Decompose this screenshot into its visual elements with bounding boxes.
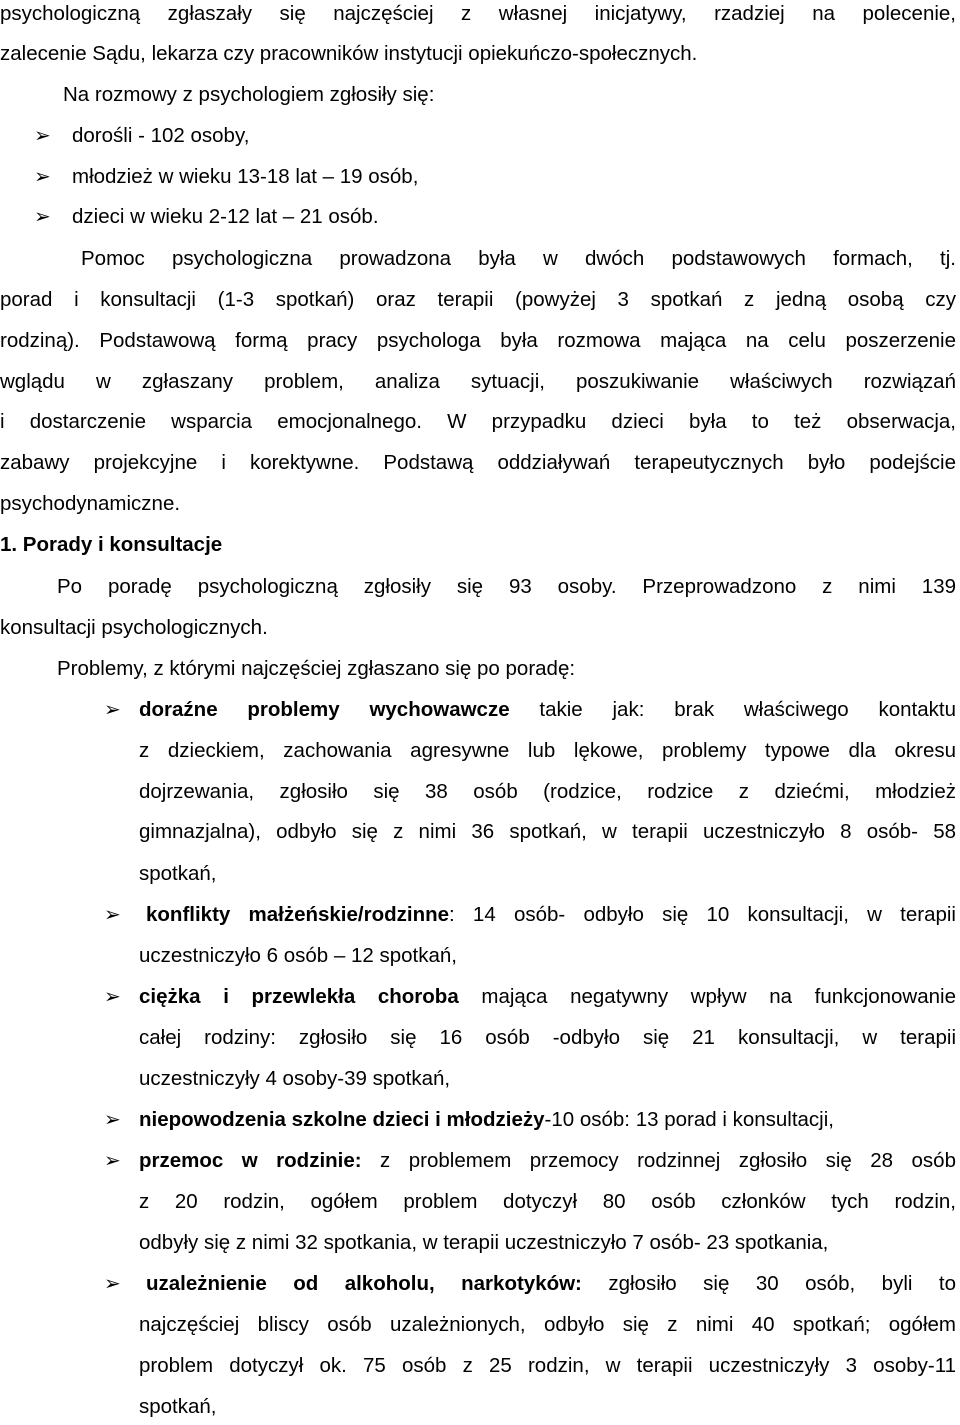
problem-a-line-1	[139, 698, 956, 722]
problem-a-title: doraźne problemy wychowawcze	[139, 698, 510, 721]
problem-e-title: przemoc w rodzinie:	[139, 1149, 362, 1172]
problem-e-text: z problemem przemocy rodzinnej zgłosiło się 28 osób	[361, 1149, 956, 1172]
intro-line-2: zalecenie Sądu, lekarza czy pracowników instytucji opiekuńczo-społecznych.	[0, 42, 698, 65]
help-line-1: Pomoc psychologiczna prowadzona była w dwóch podstawowych formach, tj.	[81, 247, 956, 270]
problem-e-line-3: odbyły się z nimi 32 spotkania, w terapii uczestniczyło 7 osób- 23 spotkania,	[139, 1231, 829, 1254]
bullet-arrow-icon: ➢	[104, 1273, 121, 1295]
problem-e-line-1	[139, 1149, 956, 1173]
problem-f-line-4: spotkań,	[139, 1395, 217, 1418]
bullet-arrow-icon: ➢	[104, 904, 121, 926]
problem-b-text: : 14 osób- odbyło się 10 konsultacji, w terapii	[449, 903, 956, 926]
problem-d-title: niepowodzenia szkolne dzieci i młodzieży	[139, 1108, 545, 1131]
problem-c-line-3: uczestniczyły 4 osoby-39 spotkań,	[139, 1067, 451, 1090]
help-line-6: zabawy projekcyjne i korektywne. Podstawą oddziaływań terapeutycznych było podejście	[0, 451, 956, 474]
problem-d-line-1	[139, 1108, 834, 1132]
problem-a-line-4: gimnazjalna), odbyło się z nimi 36 spotkań, w terapii uczestniczyło 8 osób- 58	[139, 820, 956, 843]
help-line-4: wglądu w zgłaszany problem, analiza sytuacji, poszukiwanie właściwych rozwiązań	[0, 370, 956, 393]
help-line-5: i dostarczenie wsparcia emocjonalnego. W przypadku dzieci była to też obserwacja,	[0, 410, 956, 433]
group-item-adults: dorośli - 102 osoby,	[72, 124, 250, 147]
help-line-7: psychodynamiczne.	[0, 492, 181, 515]
bullet-arrow-icon: ➢	[104, 699, 121, 721]
problem-f-title: uzależnienie od alkoholu, narkotyków:	[146, 1272, 582, 1295]
section-paragraph-line-1: Po poradę psychologiczną zgłosiły się 93 osoby. Przeprowadzono z nimi 139	[57, 575, 956, 598]
problem-f-line-1	[146, 1272, 956, 1296]
bullet-arrow-icon: ➢	[34, 125, 51, 147]
problem-d-text: -10 osób: 13 porad i konsultacji,	[544, 1108, 834, 1131]
bullet-arrow-icon: ➢	[34, 206, 51, 228]
intro-line-3: Na rozmowy z psychologiem zgłosiły się:	[63, 83, 435, 106]
problem-a-line-2: z dzieckiem, zachowania agresywne lub lękowe, problemy typowe dla okresu	[139, 739, 956, 762]
bullet-arrow-icon: ➢	[34, 166, 51, 188]
help-line-2: porad i konsultacji (1-3 spotkań) oraz terapii (powyżej 3 spotkań z jedną osobą czy	[0, 288, 956, 311]
group-item-youth: młodzież w wieku 13-18 lat – 19 osób,	[72, 165, 419, 188]
problem-a-text: takie jak: brak właściwego kontaktu	[509, 698, 956, 721]
section-paragraph-line-2: konsultacji psychologicznych.	[0, 616, 268, 639]
problem-f-text: zgłosiło się 30 osób, byli to	[581, 1272, 956, 1295]
intro-line-1: psychologiczną zgłaszały się najczęściej z własnej inicjatywy, rzadziej na polecenie,	[0, 2, 956, 25]
problem-b-title: konflikty małżeńskie/rodzinne	[146, 903, 450, 926]
bullet-arrow-icon: ➢	[104, 1109, 121, 1131]
section-heading: 1. Porady i konsultacje	[0, 533, 223, 556]
bullet-arrow-icon: ➢	[104, 986, 121, 1008]
problem-a-line-5: spotkań,	[139, 862, 217, 885]
section-problems-intro: Problemy, z którymi najczęściej zgłaszano się po poradę:	[57, 657, 576, 680]
problem-f-line-2: najczęściej bliscy osób uzależnionych, odbyło się z nimi 40 spotkań; ogółem	[139, 1313, 956, 1336]
help-line-3: rodziną). Podstawową formą pracy psychologa była rozmowa mająca na celu poszerzenie	[0, 329, 956, 352]
problem-e-line-2: z 20 rodzin, ogółem problem dotyczył 80 osób członków tych rodzin,	[139, 1190, 956, 1213]
problem-b-line-1	[146, 903, 956, 927]
problem-c-line-1	[139, 985, 956, 1009]
problem-c-line-2: całej rodziny: zgłosiło się 16 osób -odbyło się 21 konsultacji, w terapii	[139, 1026, 956, 1049]
problem-c-text: mająca negatywny wpływ na funkcjonowanie	[458, 985, 956, 1008]
group-item-children: dzieci w wieku 2-12 lat – 21 osób.	[72, 205, 379, 228]
problem-c-title: ciężka i przewlekła choroba	[139, 985, 459, 1008]
bullet-arrow-icon: ➢	[104, 1150, 121, 1172]
problem-a-line-3: dojrzewania, zgłosiło się 38 osób (rodzice, rodzice z dziećmi, młodzież	[139, 780, 956, 803]
problem-b-line-2: uczestniczyło 6 osób – 12 spotkań,	[139, 944, 457, 967]
problem-f-line-3: problem dotyczył ok. 75 osób z 25 rodzin, w terapii uczestniczyły 3 osoby-11	[139, 1354, 956, 1377]
